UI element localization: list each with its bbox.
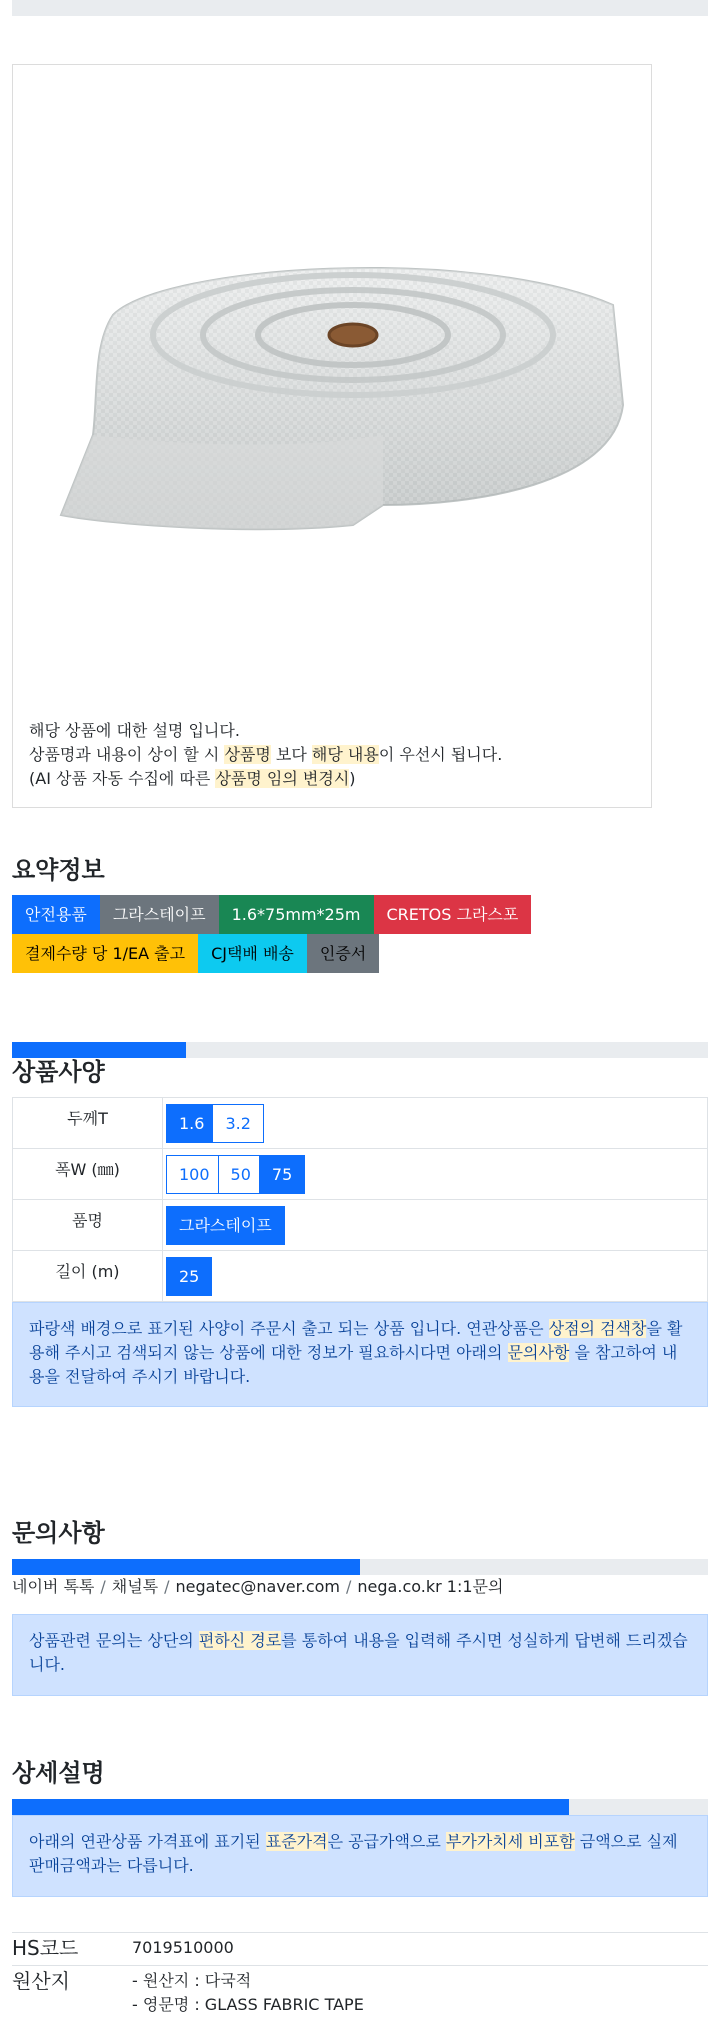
caption-line-3 [29, 767, 502, 791]
inquiry-progress-bar [12, 1559, 708, 1575]
caption-text: (AI 상품 자동 수집에 따른 [29, 769, 216, 788]
caption-line-2 [29, 743, 502, 767]
spec-label: 폭W (㎜) [13, 1149, 163, 1200]
caption-highlight: 상품명 임의 변경시 [215, 769, 350, 788]
link-separator: / [100, 1577, 106, 1596]
origin-row [12, 1965, 708, 2017]
detail-progress-fill [12, 1799, 569, 1815]
spec-options [163, 1200, 708, 1251]
summary-badge: CRETOS 그라스포 [374, 895, 532, 934]
spec-option-button[interactable]: 그라스테이프 [166, 1206, 285, 1245]
origin-line: - 원산지 : 다국적 [132, 1971, 252, 1990]
contact-link[interactable]: nega.co.kr 1:1문의 [357, 1577, 504, 1596]
spec-label: 길이 (m) [13, 1251, 163, 1302]
summary-badge: 1.6*75mm*25m [219, 895, 374, 934]
contact-link[interactable]: 채널톡 [111, 1577, 159, 1596]
hs-code-row [12, 1932, 708, 1965]
inquiry-title: 문의사항 [12, 1519, 105, 1547]
notice-text: 금액으로 실제 판매금액과는 다릅니다. [29, 1832, 678, 1875]
spec-option-button[interactable]: 25 [166, 1257, 212, 1296]
notice-text: 를 통하여 내용을 입력해 주시면 성실하게 답변해 드리겠습니다. [29, 1631, 688, 1674]
product-meta [12, 1932, 708, 2017]
origin-english-name: - 영문명 : GLASS FABRIC TAPE [132, 1995, 364, 2014]
top-divider-bar [12, 0, 708, 16]
specs-notice [12, 1302, 708, 1407]
notice-highlight: 부가가치세 비포함 [445, 1832, 575, 1851]
notice-text: 은 공급가액으로 [327, 1832, 446, 1851]
origin-label: 원산지 [12, 1969, 70, 1993]
spec-options [163, 1098, 708, 1149]
notice-highlight: 편하신 경로 [198, 1631, 282, 1650]
hs-code-value: 7019510000 [132, 1938, 234, 1957]
notice-highlight: 상점의 검색창 [548, 1319, 647, 1338]
notice-highlight: 표준가격 [265, 1832, 328, 1851]
spec-row [13, 1200, 708, 1251]
spec-table [12, 1097, 708, 1302]
summary-badge: 그라스테이프 [100, 895, 219, 934]
spec-option-button[interactable]: 50 [218, 1155, 264, 1194]
spec-option-button[interactable]: 1.6 [166, 1104, 217, 1143]
spec-row [13, 1149, 708, 1200]
notice-text: 을 참고하여 내용을 전달하여 주시기 바랍니다. [29, 1343, 678, 1386]
spec-option-button[interactable]: 75 [259, 1155, 305, 1194]
contact-link[interactable]: 네이버 톡톡 [12, 1577, 95, 1596]
product-image-card [12, 64, 652, 808]
link-separator: / [346, 1577, 352, 1596]
spec-row [13, 1251, 708, 1302]
notice-text: 아래의 연관상품 가격표에 표기된 [29, 1832, 266, 1851]
caption-text: ) [349, 769, 356, 788]
product-caption [29, 719, 502, 791]
caption-text: 상품명과 내용이 상이 할 시 [29, 745, 225, 764]
notice-text: 파랑색 배경으로 표기된 사양이 주문시 출고 되는 상품 입니다. 연관상품은 [29, 1319, 549, 1338]
notice-text: 상품관련 문의는 상단의 [29, 1631, 199, 1650]
summary-badge: CJ택배 배송 [198, 934, 307, 973]
inquiry-notice [12, 1614, 708, 1696]
summary-badge: 인증서 [307, 934, 379, 973]
inquiry-progress-fill [12, 1559, 360, 1575]
specs-progress-bar [12, 1042, 708, 1058]
notice-highlight: 문의사항 [507, 1343, 570, 1362]
spec-options [163, 1251, 708, 1302]
caption-highlight: 해당 내용 [311, 745, 379, 764]
summary-title: 요약정보 [12, 856, 105, 884]
origin-value [132, 1966, 364, 2017]
spec-label: 두께T [13, 1098, 163, 1149]
hs-code-label: HS코드 [12, 1936, 79, 1960]
contact-links [12, 1575, 503, 1599]
spec-options [163, 1149, 708, 1200]
specs-title: 상품사양 [12, 1058, 105, 1086]
link-separator: / [164, 1577, 170, 1596]
summary-badge: 결제수량 당 1/EA 출고 [12, 934, 198, 973]
spec-option-button[interactable]: 100 [166, 1155, 223, 1194]
detail-notice [12, 1815, 708, 1897]
product-image [53, 225, 633, 605]
spec-label: 품명 [13, 1200, 163, 1251]
summary-badge: 안전용품 [12, 895, 100, 934]
detail-title: 상세설명 [12, 1759, 105, 1787]
caption-highlight: 상품명 [224, 745, 271, 764]
notice-text: 을 활용해 주시고 검색되지 않는 상품에 대한 정보가 필요하시다면 아래의 [29, 1319, 683, 1362]
summary-badges [12, 895, 708, 973]
detail-progress-bar [12, 1799, 708, 1815]
spec-option-button[interactable]: 3.2 [212, 1104, 263, 1143]
contact-link[interactable]: negatec@naver.com [175, 1577, 341, 1596]
caption-text: 이 우선시 됩니다. [378, 745, 503, 764]
spec-row [13, 1098, 708, 1149]
caption-line-1: 해당 상품에 대한 설명 입니다. [29, 721, 240, 740]
caption-text: 보다 [270, 745, 312, 764]
